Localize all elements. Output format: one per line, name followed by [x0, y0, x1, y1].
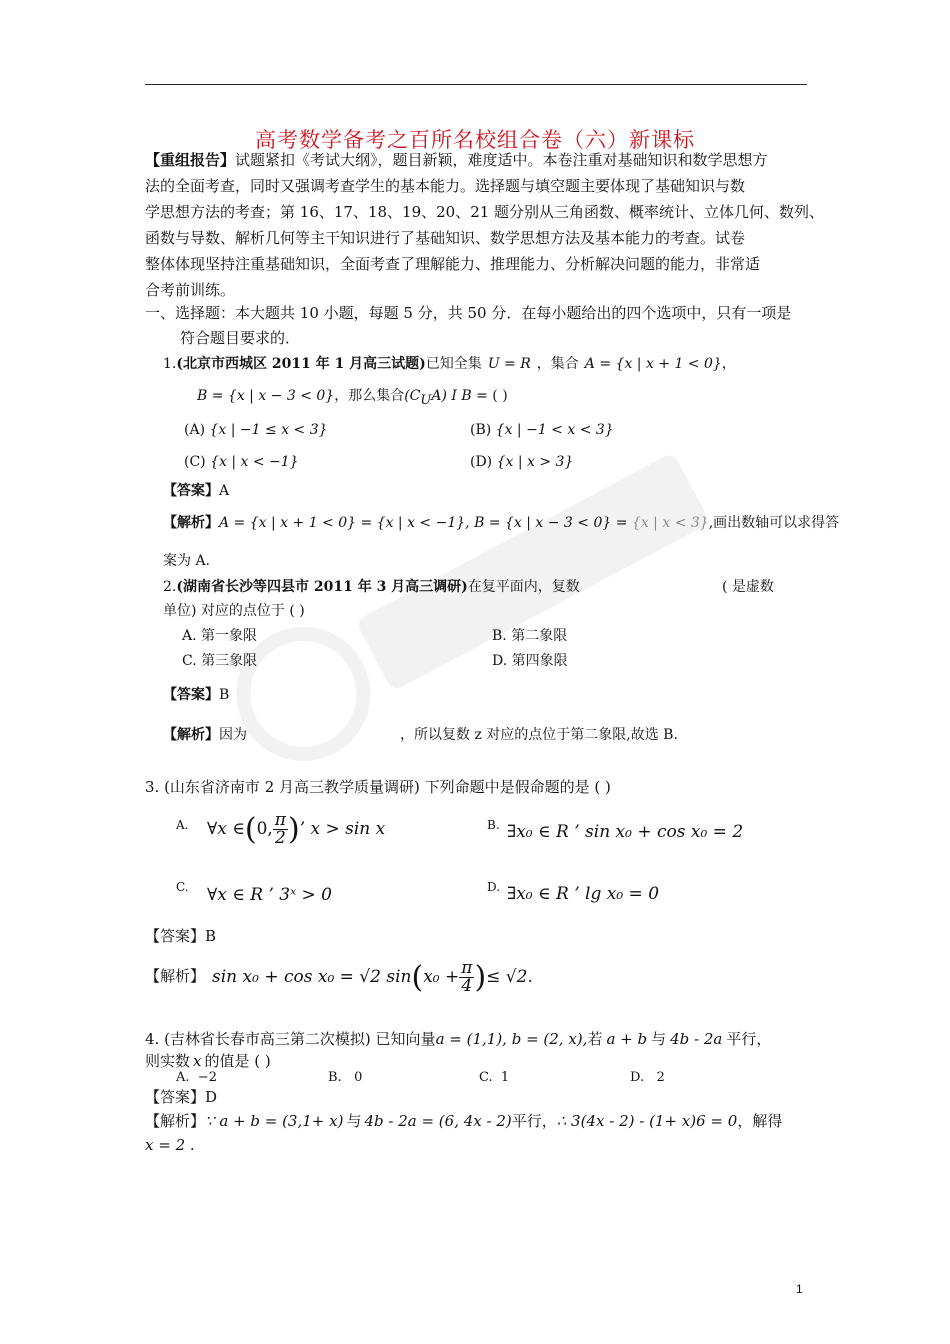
intro-line-1: 【重组报告】试题紧扣《考试大纲》，题目新颖，难度适中。本卷注重对基础知识和数学思想方: [145, 151, 768, 169]
top-rule: [145, 84, 807, 85]
q1-option-c: (C) {x | x < −1}: [184, 454, 299, 470]
q3-option-c-label: C.: [176, 880, 189, 894]
q1-solution: 【解析】A = {x | x + 1 < 0} = {x | x < −1}, B = {x | x − 3 < 0} = {x | x < 3},画出数轴可以求得答: [163, 515, 840, 531]
page-number: 1: [796, 1282, 803, 1296]
q1-option-b: (B) {x | −1 < x < 3}: [470, 422, 614, 438]
q1-option-d: (D) {x | x > 3}: [470, 454, 574, 470]
q2-solution-b: ，所以复数 z 对应的点位于第二象限,故选 B.: [400, 727, 678, 743]
q4-stem: 4. (吉林省长春市高三第二次模拟) 已知向量a = (1,1), b = (2, x),若 a + b 与 4b - 2a 平行，: [145, 1030, 772, 1048]
q2-option-b: B. 第二象限: [492, 628, 568, 644]
q4-option-b: B. 0: [328, 1070, 363, 1085]
q2-solution: 【解析】因为: [163, 727, 247, 743]
intro-line-3: 学思想方法的考查；第 16、17、18、19、20、21 题分别从三角函数、概率统计、立体几何、数列、: [145, 203, 825, 221]
q1-solution-2: 案为 A.: [163, 553, 211, 569]
q3-solution: sin x₀ + cos x₀ = √2 sin(x₀ + $\frac{\pi}{4}$ )≤ √2.: [212, 958, 533, 996]
q3-option-d-label: D.: [487, 880, 501, 894]
intro-line-2: 法的全面考查，同时又强调考查学生的基本能力。选择题与填空题主要体现了基础知识与数: [145, 177, 746, 195]
q1-stem: 1.(北京市西城区 2011 年 1 月高三试题)已知全集 U = R ，集合 A = {x | x + 1 < 0}，: [163, 356, 736, 372]
q2-source: (湖南省长沙等四县市 2011 年 3 月高三调研): [176, 579, 468, 595]
section-heading: 一、选择题：本大题共 10 小题，每题 5 分，共 50 分．在每小题给出的四个选项中，只有一项是: [145, 304, 792, 322]
q2-stem: 2.(湖南省长沙等四县市 2011 年 3 月高三调研)在复平面内，复数: [163, 579, 580, 595]
q2-stem-c: 单位) 对应的点位于 ( ): [163, 603, 305, 619]
intro-line-4: 函数与导数、解析几何等主干知识进行了基础知识、数学思想方法及基本能力的考查。试卷: [145, 229, 746, 247]
q1-stem-2: B = {x | x − 3 < 0}，那么集合$(C_UA)$ I B = ( ): [197, 388, 508, 408]
q3-solution-label: 【解析】: [145, 967, 206, 985]
q4-solution: 【解析】∵ a + b = (3,1+ x) 与 4b - 2a = (6, 4x - 2)平行，∴ 3(4x - 2) - (1+ x)6 = 0，解得: [145, 1112, 783, 1130]
q4-option-a: A. −2: [176, 1070, 217, 1085]
q3-option-a-label: A.: [176, 818, 189, 832]
q3-option-c: ∀x ∈ R ’ 3ˣ > 0: [207, 885, 332, 905]
q2-stem-b: ( 是虚数: [722, 579, 774, 595]
q1-source: (北京市西城区 2011 年 1 月高三试题): [176, 356, 426, 372]
q3-stem: 3. (山东省济南市 2 月高三教学质量调研) 下列命题中是假命题的是 ( ): [145, 778, 611, 796]
q1-answer: 【答案】A: [163, 483, 230, 499]
intro-line-5: 整体体现坚持注重基础知识，全面考查了理解能力、推理能力、分析解决问题的能力，非常适: [145, 255, 761, 273]
q2-answer: 【答案】B: [163, 687, 230, 703]
q4-stem-2: 则实数 x 的值是 ( ): [145, 1052, 271, 1070]
q2-option-c: C. 第三象限: [182, 653, 258, 669]
q3-answer: 【答案】B: [145, 927, 217, 945]
q3-option-b-label: B.: [487, 818, 500, 832]
q2-option-a: A. 第一象限: [182, 628, 258, 644]
section-heading-cont: 符合题目要求的．: [180, 329, 301, 347]
q2-option-d: D. 第四象限: [492, 653, 568, 669]
q1-option-a: (A) {x | −1 ≤ x < 3}: [184, 422, 328, 438]
q4-option-c: C. 1: [479, 1070, 510, 1085]
intro-line-6: 合考前训练。: [145, 281, 236, 299]
page-title: 高考数学备考之百所名校组合卷（六）新课标: [255, 128, 695, 152]
q3-option-a: ∀x ∈(0, $\frac{\pi}{2}$ )’ x > sin x: [207, 810, 386, 848]
q4-answer: 【答案】D: [145, 1088, 218, 1106]
intro-label: 【重组报告】: [145, 151, 236, 169]
q4-option-d: D. 2: [630, 1070, 665, 1085]
q3-option-d: ∃x₀ ∈ R ’ lg x₀ = 0: [507, 884, 660, 904]
q4-solution-2: x = 2 .: [145, 1136, 195, 1154]
q3-option-b: ∃x₀ ∈ R ’ sin x₀ + cos x₀ = 2: [507, 822, 744, 842]
